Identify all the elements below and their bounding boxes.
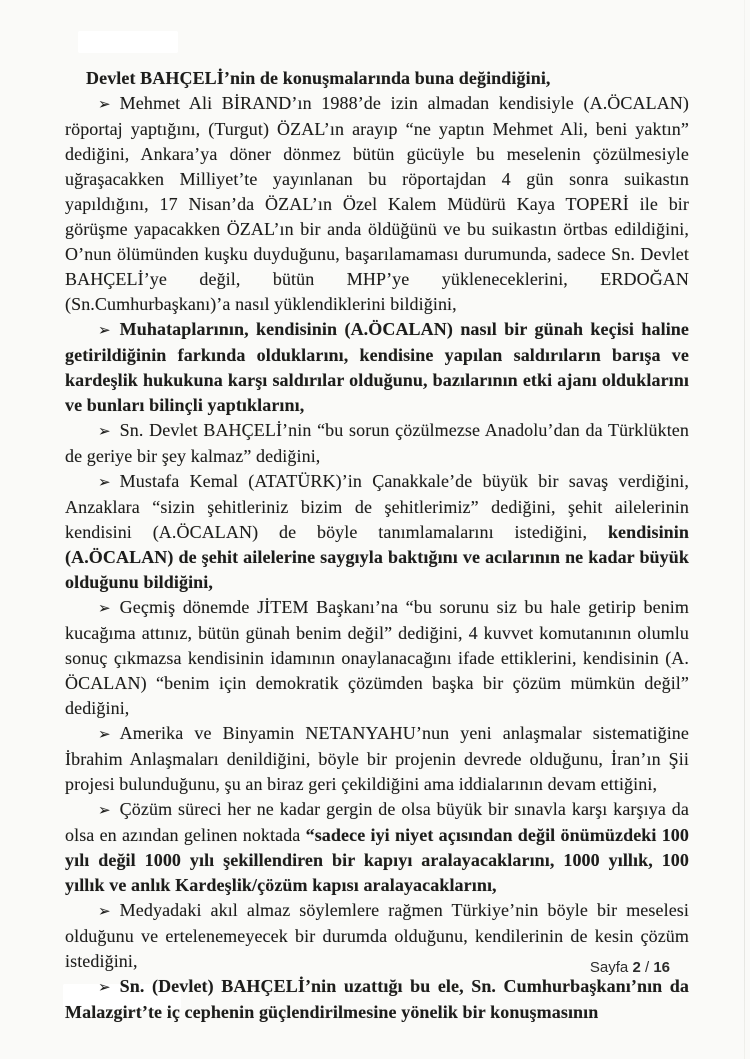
text-run: Devlet BAHÇELİ’nin de konuşmalarında buna değindiğini, — [86, 68, 551, 88]
footer-page-number: 2 — [632, 959, 641, 976]
footer-label: Sayfa — [589, 959, 629, 976]
arrow-bullet-icon: ➢ — [98, 801, 111, 819]
bullet-paragraph — [65, 469, 689, 595]
text-run: Mustafa Kemal (ATATÜRK)’in Çanakkale’de büyük bir savaş verdiğini, Anzaklara “sizin şehitleriniz bizim de şehitlerimiz” dediğini, şehit ailelerinin kendisini (A.ÖCALAN) de böyle tanımlamalarını istediğini, — [65, 471, 689, 542]
page-footer — [0, 959, 670, 976]
arrow-bullet-icon: ➢ — [98, 473, 111, 491]
footer-total-pages: 16 — [653, 959, 670, 976]
text-run: Geçmiş dönemde JİTEM Başkanı’na “bu sorunu siz bu hale getirip benim kucağıma attınız, bütün günah benim değil” dediğini, 4 kuvvet komutanının olumlu sonuç çıkmazsa kendisinin idamının onaylanacağını ifade ettiklerini, kendisinin (A. ÖCALAN) “benim için demokratik çözümden başka bir çözüm mümkün değil” dediğini, — [65, 597, 689, 718]
arrow-bullet-icon: ➢ — [98, 725, 111, 743]
arrow-bullet-icon: ➢ — [98, 902, 111, 920]
text-run: Çözüm süreci her ne kadar gergin de olsa büyük bir sınavla karşı karşıya da olsa en azından gelinen noktada — [65, 799, 689, 845]
text-run: Mehmet Ali BİRAND’ın 1988’de izin almadan kendisiyle (A.ÖCALAN) röportaj yaptığını, (Turgut) ÖZAL’ın arayıp “ne yaptın Mehmet Ali, beni yaktın” dediğini, Ankara’ya döner dönmez bütün gücüyle bu meselenin çözülmesiyle uğraşacakken Milliyet’te yayınlanan bu röportajdan 4 gün sonra suikastın yapıldığını, 17 Nisan’da ÖZAL’ın Özel Kalem Müdürü Kaya TOPERİ ile bir görüşme yapacakken ÖZAL’ın bir anda öldüğünü ve bu suikastın örtbas edildiğini, O’nun ölümünden kuşku duyduğunu, başarılamaması durumunda, sadece Sn. Devlet BAHÇELİ’ye değil, bütün MHP’ye yükleneceklerini, ERDOĞAN (Sn.Cumhurbaşkanı)’a nasıl yüklendiklerini bildiğini, — [65, 93, 689, 314]
bullet-paragraph — [65, 797, 689, 898]
text-run: Sn. Devlet BAHÇELİ’nin “bu sorun çözülmezse Anadolu’dan da Türklükten de geriye bir şey kalmaz” dediğini, — [65, 420, 689, 466]
whiteout-patch-top — [78, 31, 178, 53]
paragraph — [65, 66, 689, 91]
text-run: “sadece iyi niyet açısından değil önümüzdeki 100 yılı değil 1000 yılı şekillendiren bir kapıyı aralayacaklarını, 1000 yıllık, 100 yıllık ve anlık Kardeşlik/çözüm kapısı aralayacaklarını, — [65, 825, 689, 895]
bullet-paragraph — [65, 418, 689, 469]
text-run: Amerika ve Binyamin NETANYAHU’nun yeni anlaşmalar sistematiğine İbrahim Anlaşmaları denildiğini, böyle bir projenin devrede olduğunu, İran’ın Şii projesi bulunduğunu, şu an biraz geri çekildiğini ama iddialarının devam ettiğini, — [65, 723, 689, 794]
text-run: kendisinin (A.ÖCALAN) de şehit ailelerine saygıyla baktığını ve acılarının ne kadar büyük olduğunu bildiğini, — [65, 522, 689, 592]
arrow-bullet-icon: ➢ — [98, 422, 111, 440]
bullet-paragraph — [65, 317, 689, 418]
arrow-bullet-icon: ➢ — [98, 978, 111, 996]
bullet-paragraph — [65, 91, 689, 317]
footer-separator: / — [644, 959, 650, 976]
arrow-bullet-icon: ➢ — [98, 95, 111, 113]
bullet-paragraph — [65, 974, 689, 1025]
arrow-bullet-icon: ➢ — [98, 599, 111, 617]
document-body — [65, 66, 689, 1025]
text-run: Sn. (Devlet) BAHÇELİ’nin uzattığı bu ele, Sn. Cumhurbaşkanı’nın da Malazgirt’te iç cephenin güçlendirilmesine yönelik bir konuşmasının — [65, 976, 689, 1022]
text-run: Medyadaki akıl almaz söylemlere rağmen Türkiye’nin böyle bir meselesi olduğunu ve ertelenemeyecek bir durumda olduğunu, kendilerinin de kesin çözüm istediğini, — [65, 900, 689, 971]
arrow-bullet-icon: ➢ — [98, 321, 111, 339]
scan-edge-line — [744, 0, 745, 1059]
bullet-paragraph — [65, 595, 689, 721]
text-run: Muhataplarının, kendisinin (A.ÖCALAN) nasıl bir günah keçisi haline getirildiğinin farkında olduklarını, kendisine yapılan saldırıların barışa ve kardeşlik hukukuna karşı saldırılar olduğunu, bazılarının etki ajanı olduklarını ve bunları bilinçli yaptıklarını, — [65, 319, 689, 415]
bullet-paragraph — [65, 721, 689, 797]
